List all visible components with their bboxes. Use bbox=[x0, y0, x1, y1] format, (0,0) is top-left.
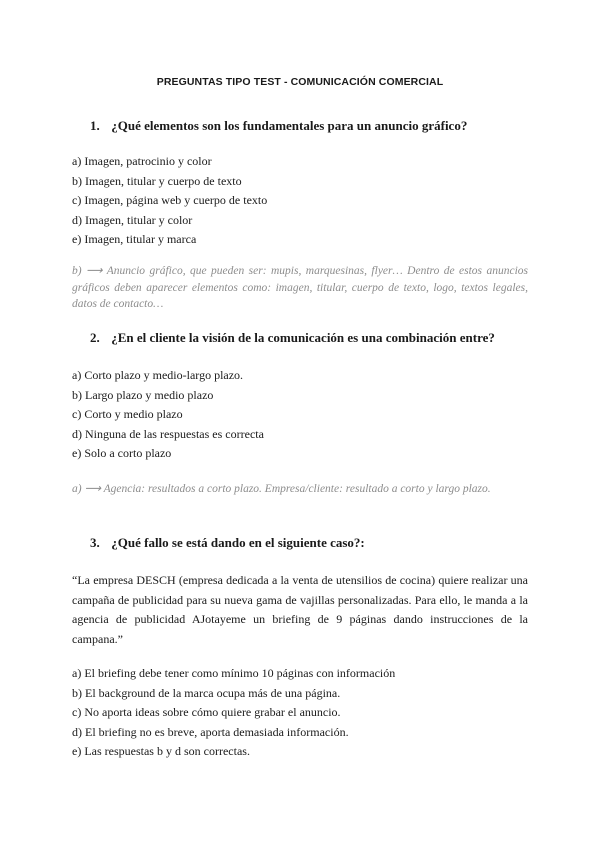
option-e: e) Imagen, titular y marca bbox=[72, 232, 197, 246]
page-title: PREGUNTAS TIPO TEST - COMUNICACIÓN COMERCIAL bbox=[156, 76, 444, 88]
question-2 bbox=[90, 330, 495, 346]
question-text: ¿Qué fallo se está dando en el siguiente caso?: bbox=[111, 535, 365, 550]
option-b: b) El background de la marca ocupa más de una página. bbox=[72, 685, 341, 700]
option-a: a) Corto plazo y medio-largo plazo. bbox=[72, 368, 244, 382]
option-c: c) No aporta ideas sobre cómo quiere grabar el anuncio. bbox=[72, 705, 341, 719]
question-1-answer: b) ⟶ Anuncio gráfico, que pueden ser: mupis, marquesinas, flyer… Dentro de estos anuncios gráficos deben aparecer elementos como: imagen, titular, cuerpo de texto, logo, textos legales, datos de contacto… bbox=[72, 265, 528, 310]
question-1 bbox=[90, 118, 467, 134]
question-number: 2. bbox=[90, 330, 100, 345]
option-b: b) Largo plazo y medio plazo bbox=[72, 387, 214, 402]
question-2-options bbox=[72, 366, 264, 464]
question-text: ¿En el cliente la visión de la comunicación es una combinación entre? bbox=[111, 330, 495, 345]
option-a: a) Imagen, patrocinio y color bbox=[72, 154, 212, 168]
question-3-options bbox=[72, 664, 395, 762]
option-d: d) Ninguna de las respuestas es correcta bbox=[72, 426, 264, 441]
option-e: e) Solo a corto plazo bbox=[72, 446, 172, 460]
option-a: a) El briefing debe tener como mínimo 10 páginas con información bbox=[72, 666, 396, 680]
option-d: d) El briefing no es breve, aporta demasiada información. bbox=[72, 724, 349, 739]
question-2-answer: a) ⟶ Agencia: resultados a corto plazo. Empresa/cliente: resultado a corto y largo plazo. bbox=[72, 483, 491, 495]
option-e: e) Las respuestas b y d son correctas. bbox=[72, 744, 250, 758]
question-1-options bbox=[72, 152, 267, 250]
case-quote: “La empresa DESCH (empresa dedicada a la venta de utensilios de cocina) quiere realizar una campaña de publicidad para su nueva gama de vajillas personalizadas. Para ello, le manda a la agencia de publicidad AJotayeme un briefing de 9 páginas dando instrucciones de la campana.” bbox=[72, 573, 528, 646]
question-number: 3. bbox=[90, 535, 100, 550]
option-d: d) Imagen, titular y color bbox=[72, 212, 193, 227]
question-text: ¿Qué elementos son los fundamentales para un anuncio gráfico? bbox=[111, 118, 468, 133]
question-number: 1. bbox=[90, 118, 100, 133]
question-3 bbox=[90, 535, 365, 551]
option-c: c) Imagen, página web y cuerpo de texto bbox=[72, 193, 268, 207]
option-b: b) Imagen, titular y cuerpo de texto bbox=[72, 173, 242, 188]
option-c: c) Corto y medio plazo bbox=[72, 407, 183, 421]
